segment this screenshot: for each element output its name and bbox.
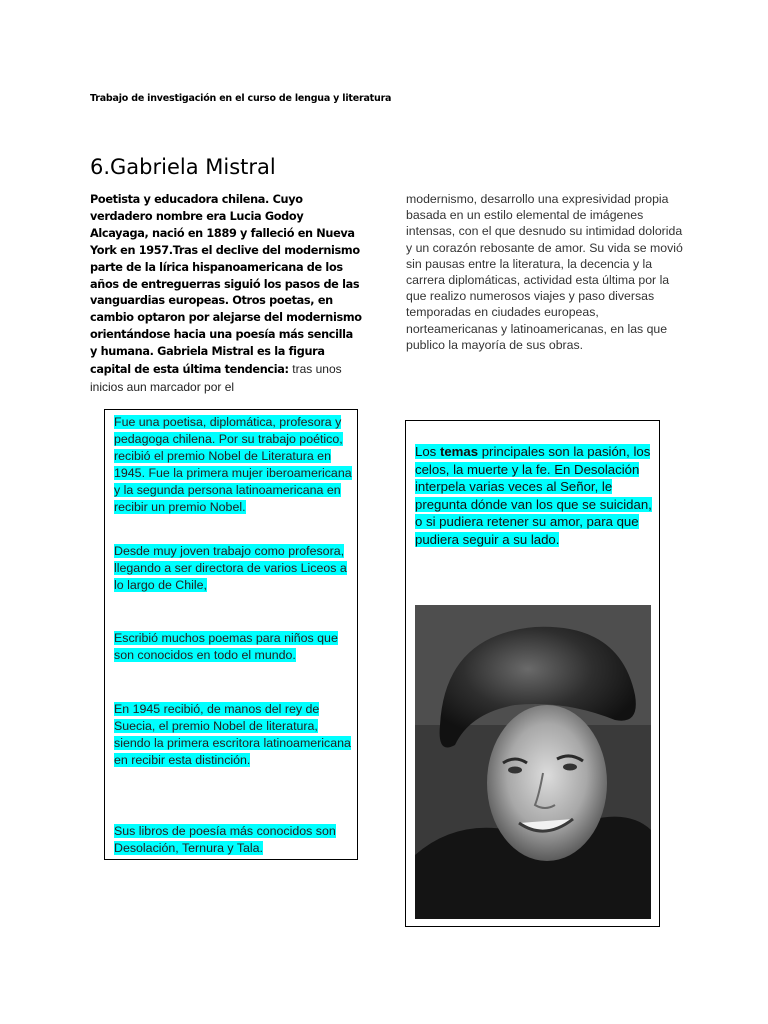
themes-paragraph: Los temas principales son la pasión, los celos, la muerte y la fe. En Desolación interpela varias veces al Señor, le pregunta dónde van los que se suicidan, o si pudiera retener su amor, para que pudiera seguir a su lado.	[415, 444, 652, 547]
page-title: 6.Gabriela Mistral	[90, 155, 276, 179]
fact-paragraph-3: Escribió muchos poemas para niños que son conocidos en todo el mundo.	[114, 631, 338, 662]
intro-left-tail: tras unos inicios aun marcador por el	[90, 362, 342, 394]
intro-left-text: Poetista y educadora chilena. Cuyo verdadero nombre era Lucia Godoy Alcayaga, nació en 1889 y falleció en Nueva York en 1957.Tras el declive del modernismo parte de la lírica hispanoamericana de los años de entreguerras siguió los pasos de las vanguardias europeas. Otros poetas, en cambio optaron por alejarse del modernismo orientándose hacia una poesía más sencilla y humana. Gabriela Mistral es la figura capital de esta última tendencia:	[90, 193, 362, 377]
themes-bold-word: temas	[439, 444, 479, 459]
fact-paragraph-1: Fue una poetisa, diplomática, profesora y pedagoga chilena. Por su trabajo poético, recibió el premio Nobel de Literatura en 1945. Fue la primera mujer iberoamericana y la segunda persona latinoamericana en recibir un premio Nobel.	[114, 415, 352, 514]
document-header: Trabajo de investigación en el curso de lengua y literatura	[90, 93, 392, 104]
portrait-illustration	[415, 605, 651, 919]
intro-right-column: modernismo, desarrollo una expresividad propia basada en un estilo elemental de imágenes intensas, con el que desnudo su intimidad dolorida y un corazón rebosante de amor. Su vida se movió sin pausas entre la literatura, la decencia y la carrera diplomáticas, actividad esta última por la que realizo numerosos viajes y paso diversas temporadas en ciudades europeas, norteamericanas y latinoamericanas, en las que publico la mayoría de sus obras.	[406, 192, 683, 352]
fact-paragraph-2: Desde muy joven trabajo como profesora, llegando a ser directora de varios Liceos a lo largo de Chile,	[114, 544, 347, 592]
portrait-photo	[415, 605, 651, 919]
facts-box	[104, 409, 358, 860]
intro-left-column	[90, 192, 362, 397]
fact-paragraph-5: Sus libros de poesía más conocidos son Desolación, Ternura y Tala.	[114, 824, 336, 855]
fact-paragraph-4: En 1945 recibió, de manos del rey de Suecia, el premio Nobel de literatura, siendo la primera escritora latinoamericana en recibir esta distinción.	[114, 702, 351, 767]
